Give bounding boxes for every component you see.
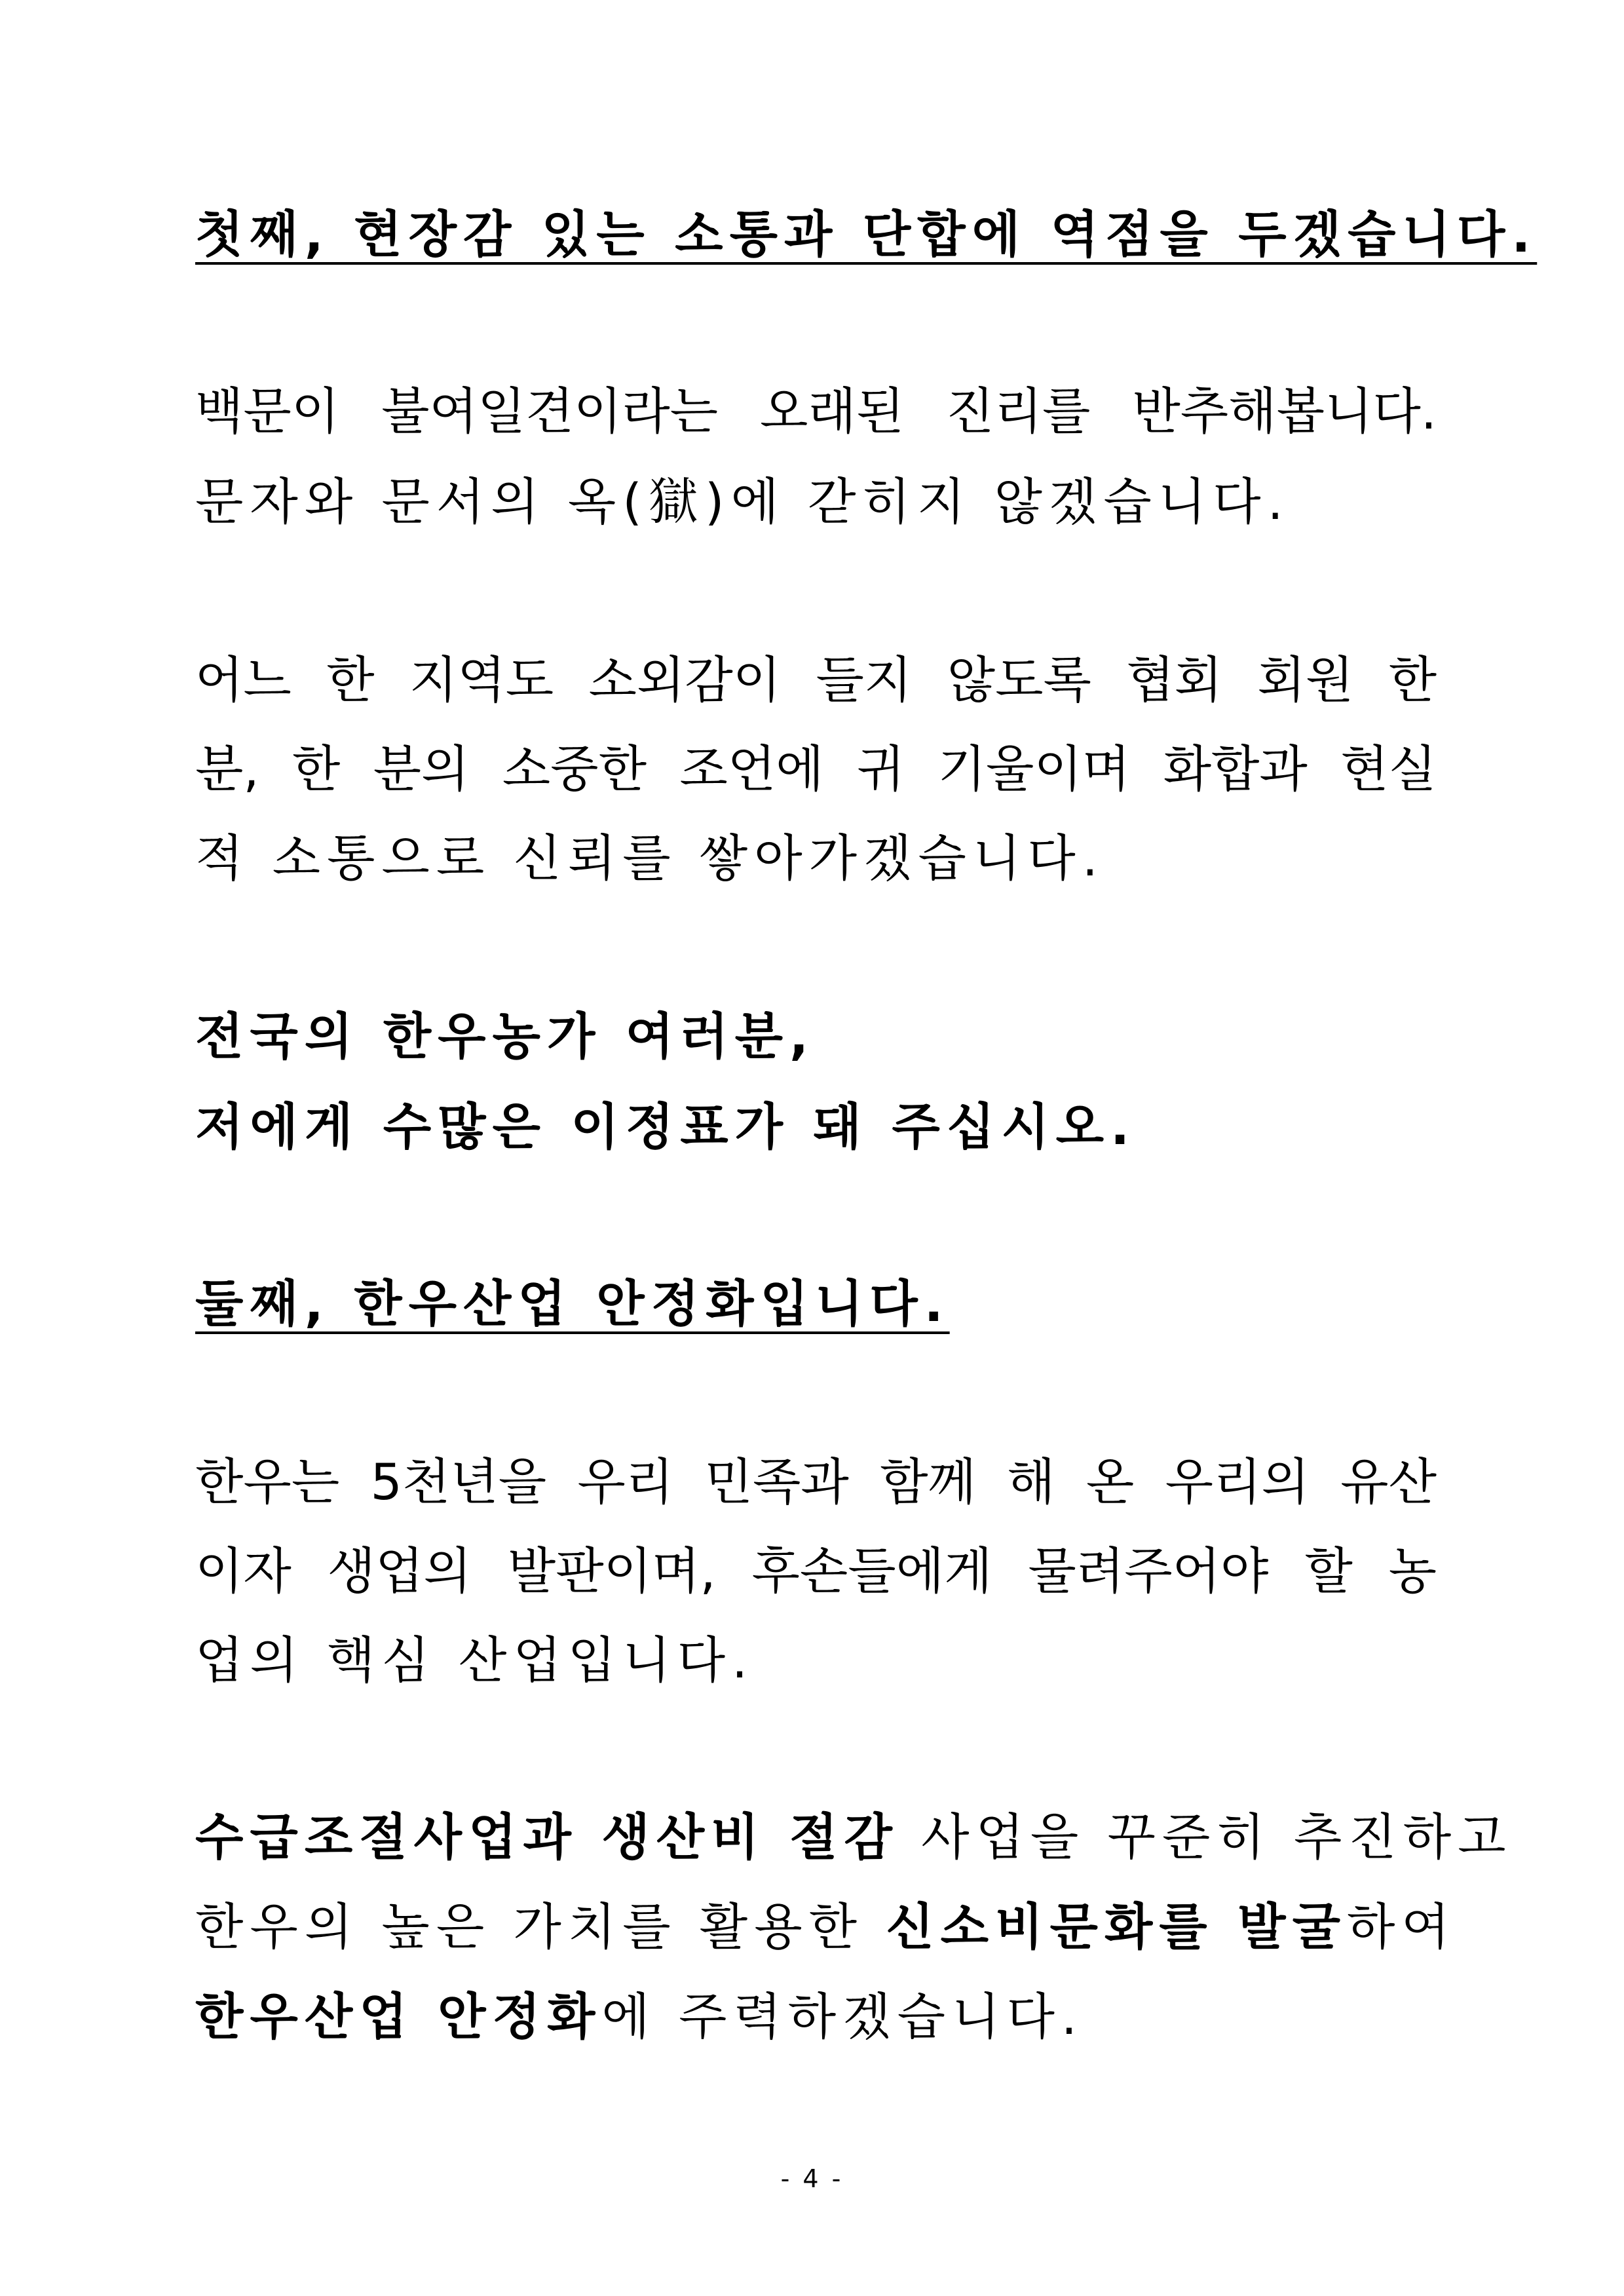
paragraph-5-line-1-rest: 사업을 꾸준히 추진하고 [898,1808,1513,1866]
paragraph-5-line-1 [195,1808,1513,1866]
paragraph-5-line-2 [195,1898,1456,1956]
paragraph-4-line-2: 이자 생업의 발판이며, 후손들에게 물려주어야 할 농 [195,1542,1437,1600]
paragraph-1-line-1: 백문이 불여일견이라는 오래된 진리를 반추해봅니다. [195,382,1437,440]
paragraph-5-line-3-rest: 에 주력하겠습니다. [601,1987,1084,2046]
paragraph-4-line-1: 한우는 5천년을 우리 민족과 함께 해 온 우리의 유산 [195,1453,1437,1511]
paragraph-5-line-2-start: 한우의 높은 가치를 활용한 [195,1898,886,1956]
paragraph-2-line-1: 어느 한 지역도 소외감이 들지 않도록 협회 회원 한 [195,651,1437,709]
paragraph-3-line-1: 전국의 한우농가 여러분, [195,1007,815,1065]
paragraph-2-line-2: 분, 한 분의 소중한 조언에 귀 기울이며 화합과 현실 [195,740,1437,798]
section-heading-first: 첫째, 현장감 있는 소통과 단합에 역점을 두겠습니다. [195,205,1538,263]
emphasis-industry-stabilization: 한우산업 안정화 [195,1987,602,2046]
paragraph-3-line-2: 저에게 수많은 이정표가 돼 주십시오. [195,1098,1136,1156]
paragraph-5-line-3 [195,1987,1084,2046]
paragraph-2-line-3: 적 소통으로 신뢰를 쌓아가겠습니다. [195,829,1105,887]
paragraph-5-line-2-end: 하여 [1347,1898,1456,1956]
emphasis-supply-control: 수급조절사업과 생산비 절감 [195,1808,899,1866]
page-number: - 4 - [780,2164,844,2193]
section-heading-second: 둘째, 한우산업 안정화입니다. [195,1274,950,1333]
paragraph-4-line-3: 업의 핵심 산업입니다. [195,1631,755,1689]
paragraph-1-line-2: 문자와 문서의 옥(獄)에 갇히지 않겠습니다. [195,472,1290,531]
emphasis-new-consumption-culture: 신소비문화를 발굴 [886,1898,1348,1956]
